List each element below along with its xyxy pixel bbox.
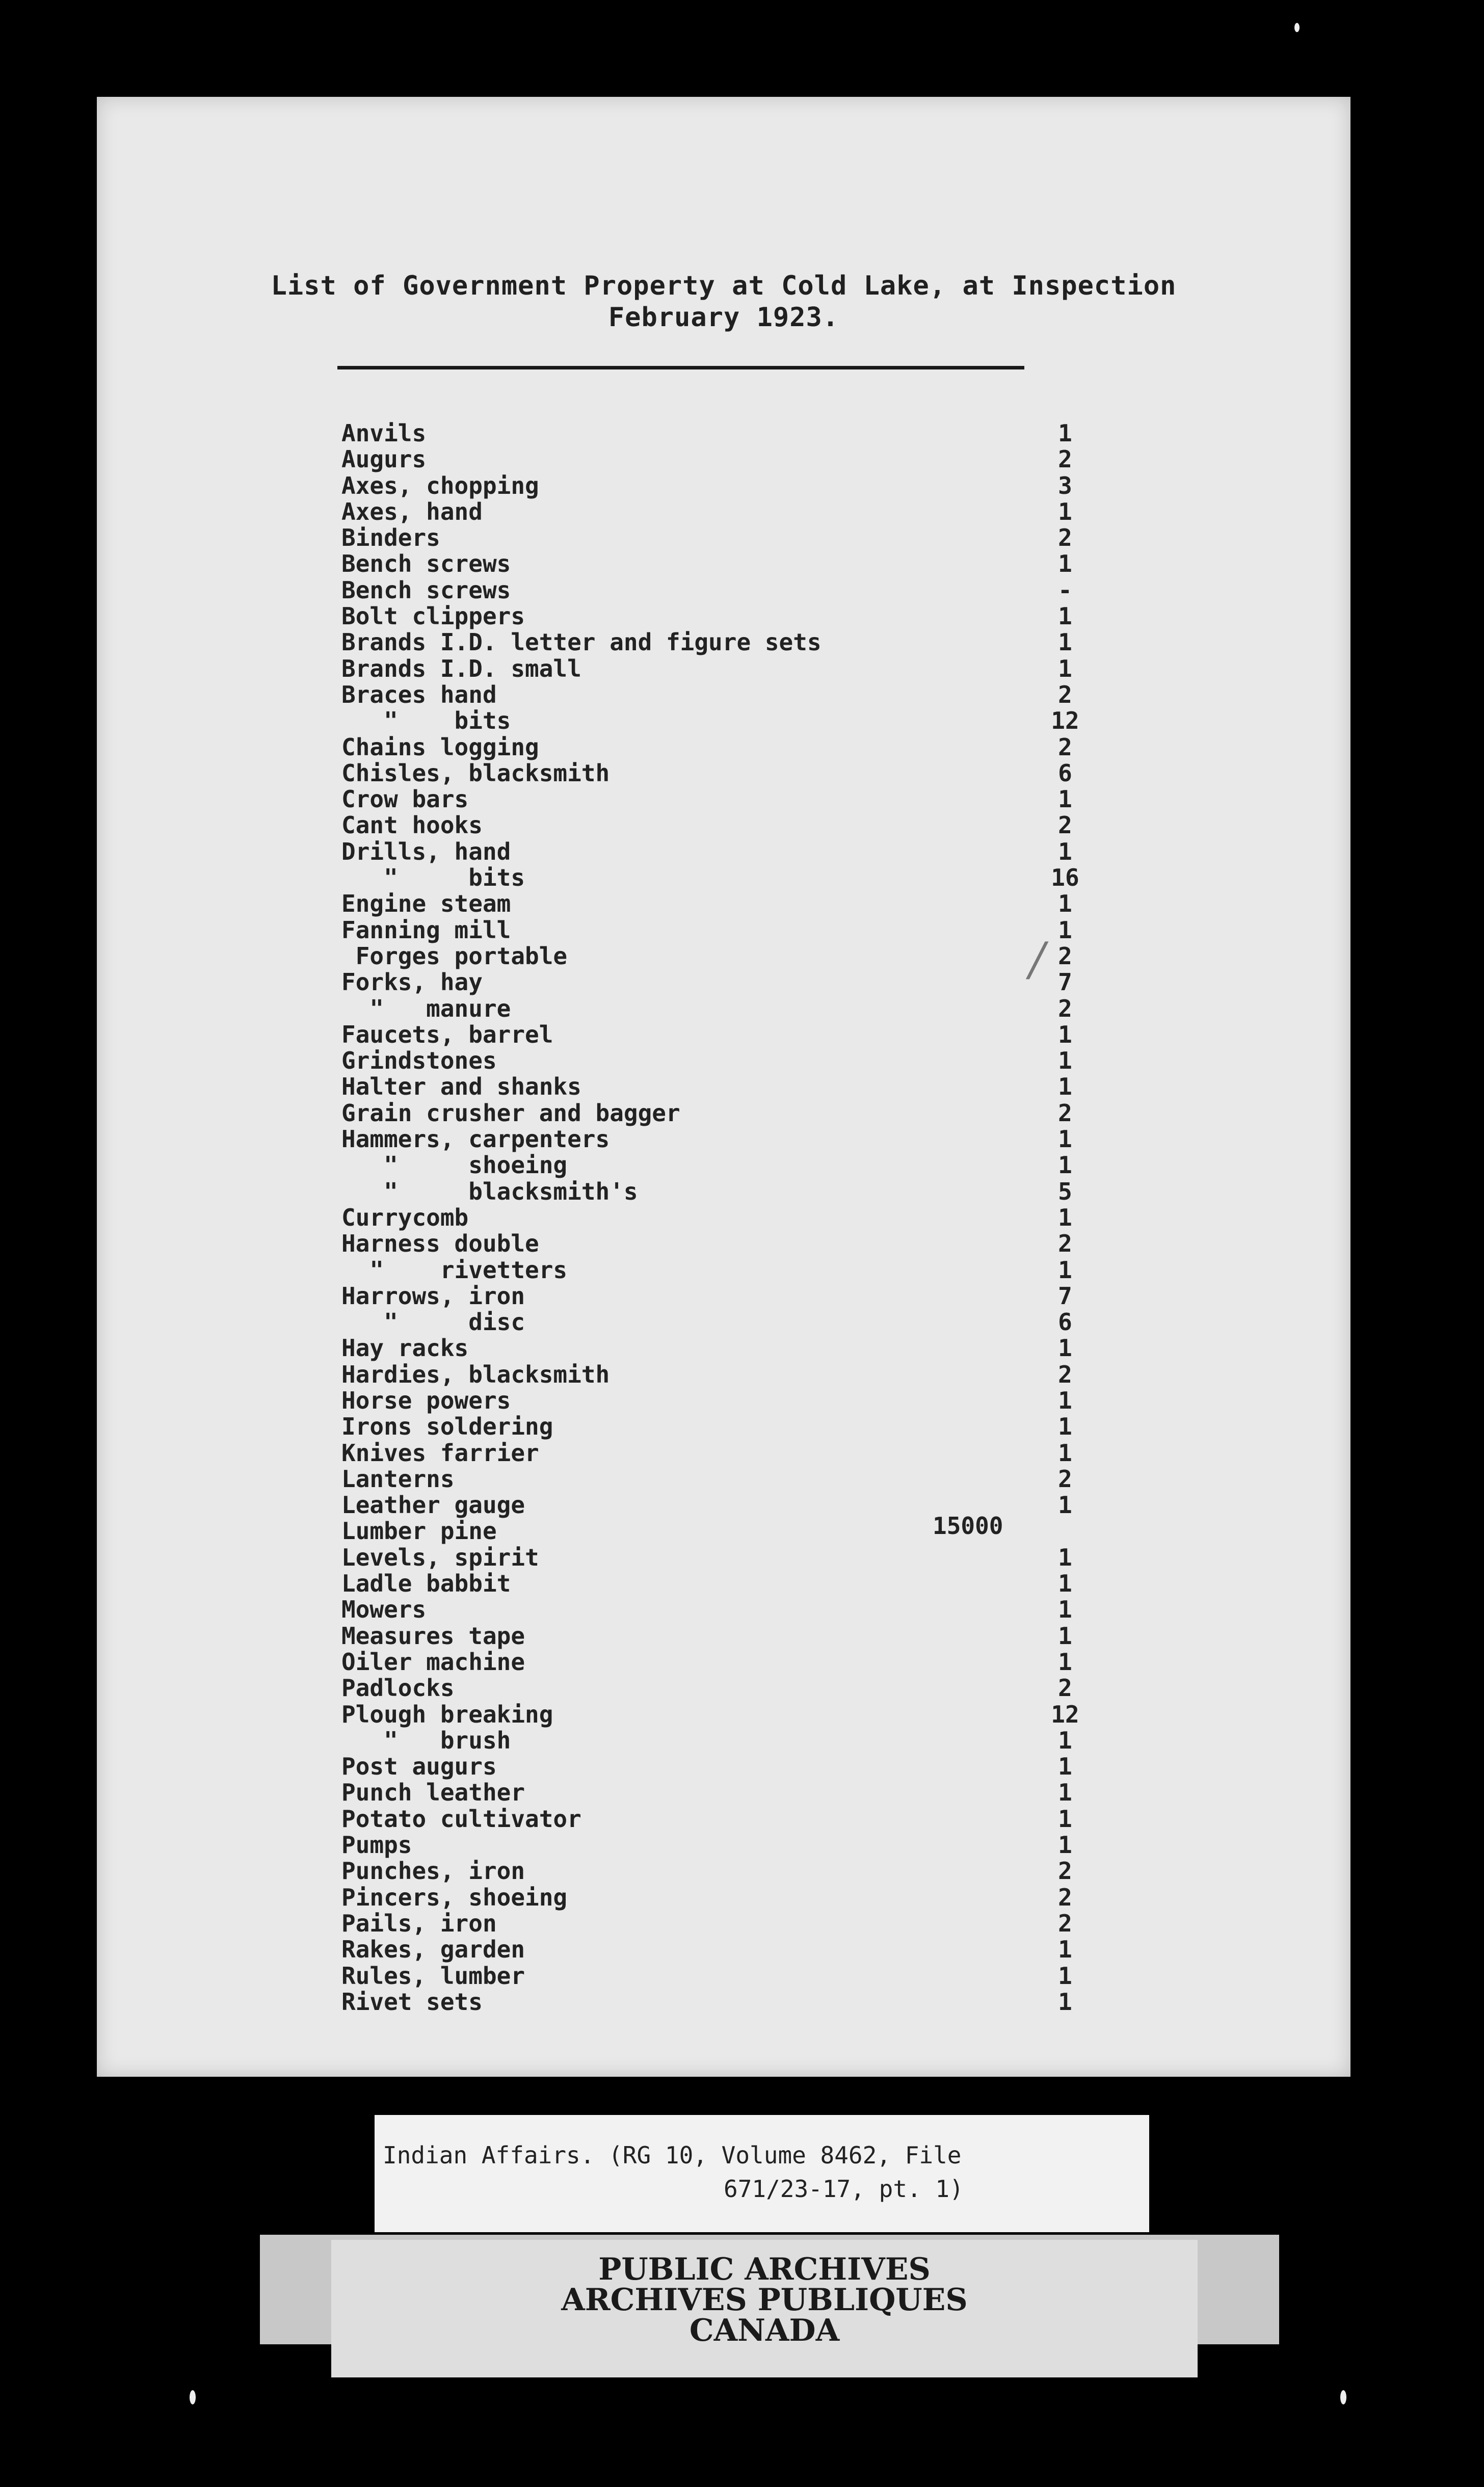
item-quantity: 1	[1058, 1491, 1072, 1519]
item-name: " shoeing	[341, 1151, 568, 1179]
item-name: Cant hooks	[341, 811, 483, 839]
caption-line-2: 671/23-17, pt. 1)	[724, 2175, 964, 2203]
item-name: Drills, hand	[341, 837, 511, 865]
list-item	[341, 839, 1096, 865]
list-item	[341, 1754, 1096, 1780]
property-list	[341, 420, 1096, 2015]
item-quantity: 1	[1058, 1779, 1072, 1807]
list-item	[341, 1126, 1096, 1152]
item-name: Brands I.D. small	[341, 654, 581, 682]
item-name: Pincers, shoeing	[341, 1883, 568, 1911]
item-quantity: 1	[1058, 1622, 1072, 1650]
list-item	[341, 1780, 1096, 1806]
item-name: Plough breaking	[341, 1700, 553, 1728]
item-quantity: 2	[1058, 733, 1072, 761]
item-quantity: 12	[1051, 1700, 1079, 1728]
item-name: Brands I.D. letter and figure sets	[341, 628, 822, 656]
item-name: Forks, hay	[341, 968, 483, 996]
item-name: Hammers, carpenters	[341, 1125, 610, 1153]
item-quantity: 5	[1058, 1177, 1072, 1205]
item-name: Rakes, garden	[341, 1936, 525, 1964]
list-item	[341, 1989, 1096, 2015]
item-name: Leather gauge	[341, 1491, 525, 1519]
item-quantity: 1	[1058, 1203, 1072, 1231]
list-item	[341, 420, 1096, 446]
item-quantity: 1	[1058, 890, 1072, 918]
list-item	[341, 969, 1096, 995]
item-name: Augurs	[341, 445, 427, 473]
item-quantity: 2	[1058, 680, 1072, 708]
item-quantity: 1	[1058, 1334, 1072, 1362]
list-item	[341, 446, 1096, 472]
list-item	[341, 551, 1096, 577]
list-item	[341, 1806, 1096, 1832]
item-quantity: 16	[1051, 864, 1079, 892]
item-quantity: 2	[1058, 445, 1072, 473]
list-item	[341, 525, 1096, 551]
list-item	[341, 1911, 1096, 1937]
item-quantity: 2	[1058, 1909, 1072, 1937]
list-item	[341, 1512, 1096, 1545]
item-quantity: 2	[1058, 1883, 1072, 1911]
item-name: Measures tape	[341, 1622, 525, 1650]
item-name: Currycomb	[341, 1203, 469, 1231]
item-name: Potato cultivator	[341, 1805, 581, 1833]
list-item	[341, 1205, 1096, 1231]
item-quantity: 1	[1058, 1570, 1072, 1598]
archives-stamp	[331, 2240, 1198, 2377]
item-quantity: 1	[1058, 916, 1072, 944]
item-name: Binders	[341, 524, 440, 552]
list-item	[341, 1885, 1096, 1911]
list-item	[341, 1335, 1096, 1361]
list-item	[341, 1702, 1096, 1728]
list-item	[341, 891, 1096, 917]
item-quantity: 1	[1058, 654, 1072, 682]
list-item	[341, 1283, 1096, 1309]
item-name: Padlocks	[341, 1674, 455, 1702]
item-quantity: 1	[1058, 1753, 1072, 1781]
item-name: " bits	[341, 707, 511, 735]
item-quantity: 1	[1058, 550, 1072, 578]
list-item	[341, 656, 1096, 682]
list-item	[341, 1022, 1096, 1048]
item-name: Bench screws	[341, 550, 511, 578]
item-name: Hay racks	[341, 1334, 469, 1362]
film-speck	[1340, 2390, 1346, 2404]
item-quantity: 6	[1058, 1308, 1072, 1336]
document-title	[97, 270, 1350, 333]
list-item	[341, 1597, 1096, 1623]
item-name: Anvils	[341, 419, 427, 447]
item-quantity: 2	[1058, 1857, 1072, 1885]
list-item	[341, 1466, 1096, 1492]
item-quantity: 1	[1058, 1256, 1072, 1284]
item-name: Grindstones	[341, 1047, 497, 1075]
item-quantity: 15000	[933, 1512, 1003, 1540]
item-quantity: 1	[1058, 1386, 1072, 1414]
item-quantity: 1	[1058, 1936, 1072, 1964]
stamp-line-3: CANADA	[689, 2313, 840, 2348]
item-name: " brush	[341, 1726, 511, 1754]
item-quantity: 1	[1058, 1125, 1072, 1153]
list-item	[341, 1623, 1096, 1649]
item-name: " bits	[341, 864, 525, 892]
item-name: Crow bars	[341, 785, 469, 813]
item-quantity: 1	[1058, 1151, 1072, 1179]
item-quantity: 2	[1058, 1674, 1072, 1702]
item-name: Halter and shanks	[341, 1073, 581, 1101]
list-item	[341, 1362, 1096, 1388]
item-name: Punch leather	[341, 1779, 525, 1807]
item-name: Rules, lumber	[341, 1962, 525, 1990]
item-quantity: 1	[1058, 419, 1072, 447]
list-item	[341, 996, 1096, 1022]
list-item	[341, 760, 1096, 786]
list-item	[341, 865, 1096, 891]
list-item	[341, 473, 1096, 499]
item-name: Chisles, blacksmith	[341, 759, 610, 787]
item-name: Harness double	[341, 1230, 539, 1258]
item-name: Lumber pine	[341, 1517, 497, 1545]
item-quantity: 1	[1058, 1831, 1072, 1859]
item-name: Mowers	[341, 1596, 427, 1624]
item-quantity: 1	[1058, 1543, 1072, 1571]
item-name: Irons soldering	[341, 1413, 553, 1441]
item-quantity: 1	[1058, 602, 1072, 630]
list-item	[341, 943, 1096, 969]
item-quantity: 1	[1058, 837, 1072, 865]
list-item	[341, 1388, 1096, 1414]
item-quantity: 1	[1058, 785, 1072, 813]
item-name: Grain crusher and bagger	[341, 1099, 680, 1127]
film-speck	[190, 2390, 196, 2404]
list-item	[341, 682, 1096, 708]
item-name: Forges portable	[341, 942, 568, 970]
list-item	[341, 1100, 1096, 1126]
item-name: Axes, chopping	[341, 471, 539, 499]
list-item	[341, 1414, 1096, 1440]
item-quantity: 1	[1058, 497, 1072, 525]
list-item	[341, 1571, 1096, 1597]
caption-line-1: Indian Affairs. (RG 10, Volume 8462, File	[383, 2141, 962, 2169]
list-item	[341, 1257, 1096, 1283]
item-name: Rivet sets	[341, 1988, 483, 2016]
list-item	[341, 734, 1096, 760]
list-item	[341, 1937, 1096, 1963]
item-quantity: 3	[1058, 471, 1072, 499]
item-name: Braces hand	[341, 680, 497, 708]
list-item	[341, 1545, 1096, 1571]
item-quantity: 1	[1058, 1073, 1072, 1101]
item-name: " disc	[341, 1308, 525, 1336]
list-item	[341, 1675, 1096, 1701]
item-name: Harrows, iron	[341, 1282, 525, 1310]
item-quantity: 1	[1058, 1439, 1072, 1467]
item-name: Horse powers	[341, 1386, 511, 1414]
document-page	[97, 97, 1350, 2077]
item-quantity: 2	[1058, 942, 1072, 970]
stamp-line-1: PUBLIC ARCHIVES	[598, 2252, 931, 2287]
item-name: Engine steam	[341, 890, 511, 918]
list-item	[341, 1728, 1096, 1754]
archive-caption	[375, 2115, 1149, 2232]
item-name: Pails, iron	[341, 1909, 497, 1937]
item-name: Post augurs	[341, 1753, 497, 1781]
item-quantity: 1	[1058, 1596, 1072, 1624]
item-quantity: 1	[1058, 628, 1072, 656]
item-quantity: 7	[1058, 968, 1072, 996]
item-quantity: 2	[1058, 1230, 1072, 1258]
list-item	[341, 1309, 1096, 1335]
item-quantity: 1	[1058, 1988, 1072, 2016]
item-quantity: 1	[1058, 1962, 1072, 1990]
list-item	[341, 1074, 1096, 1100]
item-quantity: 7	[1058, 1282, 1072, 1310]
film-speck	[1294, 23, 1300, 32]
item-quantity: 2	[1058, 994, 1072, 1022]
list-item	[341, 917, 1096, 943]
item-quantity: 1	[1058, 1726, 1072, 1754]
list-item	[341, 629, 1096, 655]
item-quantity: 1	[1058, 1047, 1072, 1075]
title-underline	[337, 366, 1024, 369]
item-quantity: 1	[1058, 1413, 1072, 1441]
item-name: Pumps	[341, 1831, 412, 1859]
item-name: Hardies, blacksmith	[341, 1360, 610, 1388]
item-name: Faucets, barrel	[341, 1020, 553, 1048]
item-name: Chains logging	[341, 733, 539, 761]
list-item	[341, 708, 1096, 734]
list-item	[341, 1649, 1096, 1675]
item-quantity: 12	[1051, 707, 1079, 735]
item-name: Bolt clippers	[341, 602, 525, 630]
title-line-2: February 1923.	[608, 302, 839, 333]
list-item	[341, 1440, 1096, 1466]
item-name: Oiler machine	[341, 1648, 525, 1676]
list-item	[341, 1963, 1096, 1989]
list-item	[341, 1048, 1096, 1074]
item-name: " manure	[341, 994, 511, 1022]
item-name: Lanterns	[341, 1465, 455, 1493]
list-item	[341, 812, 1096, 838]
item-quantity: 6	[1058, 759, 1072, 787]
item-name: " rivetters	[341, 1256, 568, 1284]
list-item	[341, 499, 1096, 525]
title-line-1: List of Government Property at Cold Lake, at Inspection	[271, 271, 1177, 301]
item-name: Bench screws	[341, 576, 511, 604]
list-item	[341, 1152, 1096, 1178]
item-name: Ladle babbit	[341, 1570, 511, 1598]
list-item	[341, 577, 1096, 603]
item-quantity: 1	[1058, 1805, 1072, 1833]
list-item	[341, 1832, 1096, 1858]
item-quantity: 2	[1058, 1360, 1072, 1388]
item-quantity: 2	[1058, 811, 1072, 839]
item-name: Knives farrier	[341, 1439, 539, 1467]
item-quantity: 2	[1058, 1465, 1072, 1493]
list-item	[341, 1179, 1096, 1205]
item-name: " blacksmith's	[341, 1177, 638, 1205]
list-item	[341, 1858, 1096, 1884]
stamp-line-2: ARCHIVES PUBLIQUES	[561, 2282, 968, 2318]
margin-pencil-mark: ∕	[1029, 933, 1045, 986]
list-item	[341, 603, 1096, 629]
item-name: Levels, spirit	[341, 1543, 539, 1571]
item-name: Punches, iron	[341, 1857, 525, 1885]
item-quantity: 2	[1058, 524, 1072, 552]
list-item	[341, 1231, 1096, 1257]
item-quantity: 1	[1058, 1020, 1072, 1048]
item-quantity: 2	[1058, 1099, 1072, 1127]
item-quantity: 1	[1058, 1648, 1072, 1676]
item-quantity: -	[1058, 576, 1072, 604]
item-name: Axes, hand	[341, 497, 483, 525]
list-item	[341, 786, 1096, 812]
item-name: Fanning mill	[341, 916, 511, 944]
